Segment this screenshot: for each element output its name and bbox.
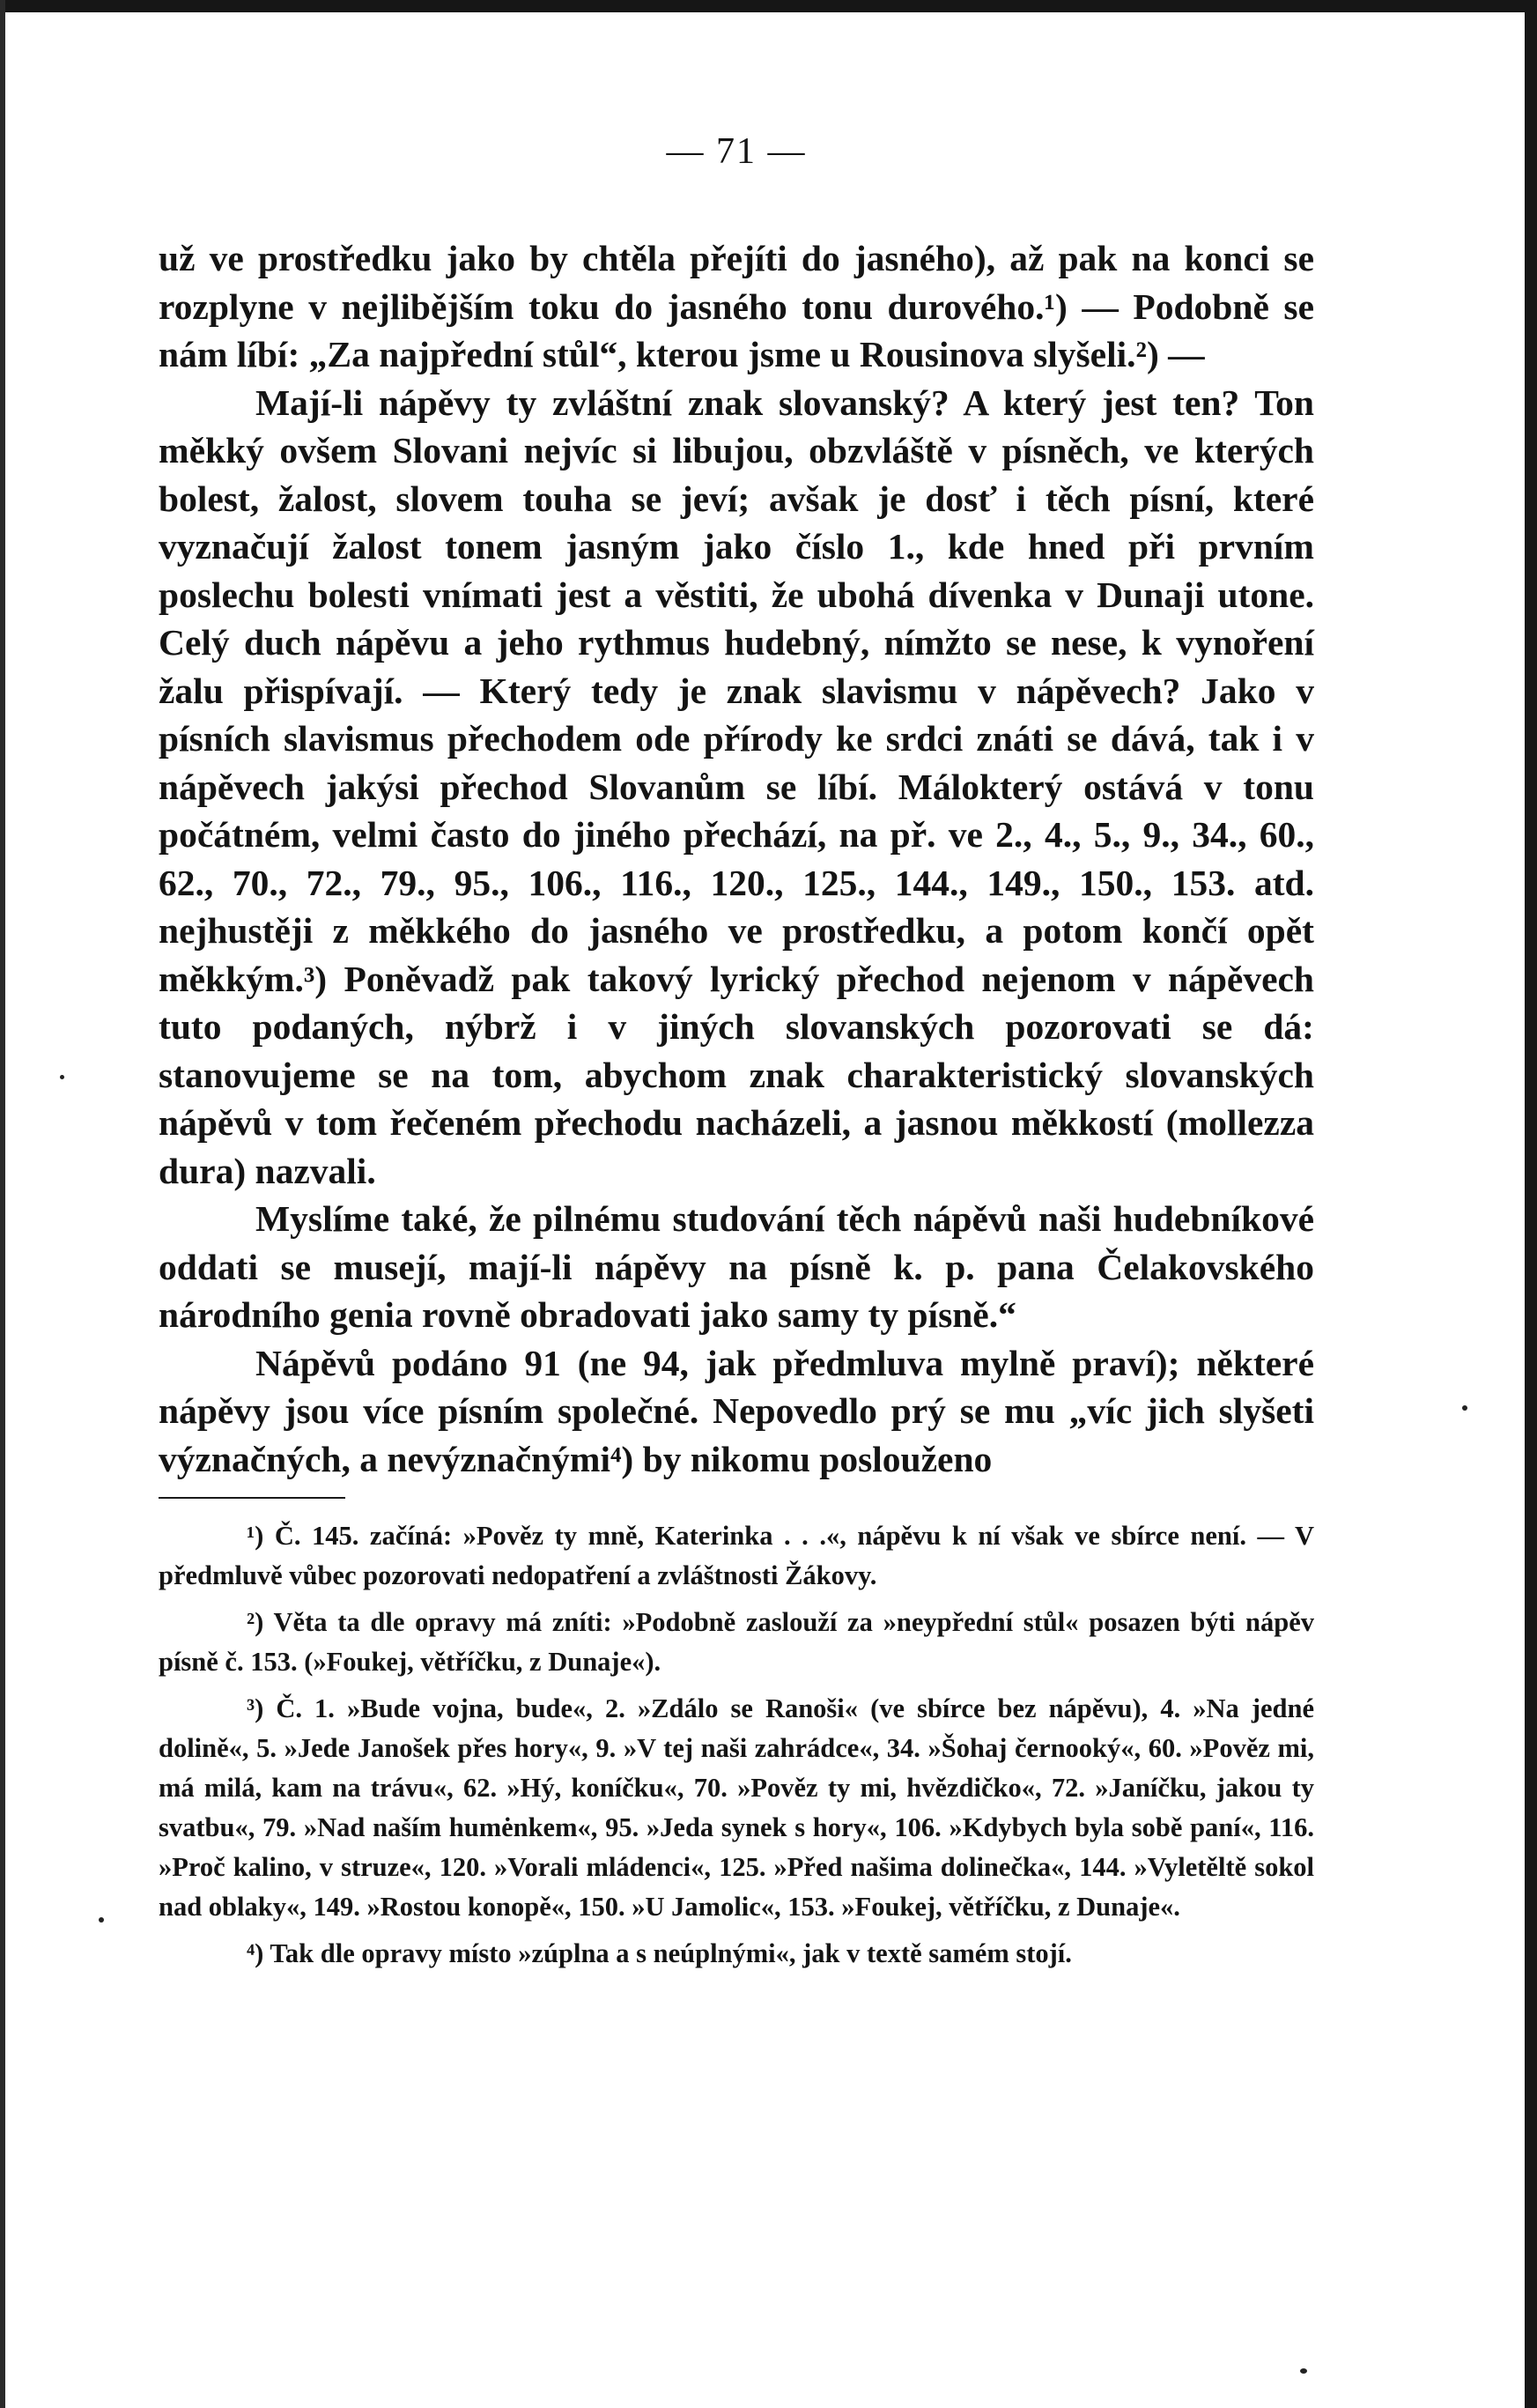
paragraph: Myslíme také, že pilnému studování těch nápěvů naši hudebníkové oddati se musejí, mají-li nápěvy na písně k. p. pana Čelakovského národního genia rovně obradovati jako samy ty písně.“ bbox=[159, 1198, 1314, 1335]
footnote: ⁴) Tak dle opravy místo »zúplna a s neúplnými«, jak v textě samém stojí. bbox=[247, 1938, 1072, 1968]
paragraph: Nápěvů podáno 91 (ne 94, jak předmluva mylně praví); některé nápěvy jsou více písním společné. Nepovedlo prý se mu „víc jich slyšeti význačných, a nevýznačnými⁴) by nikomu poslouženo bbox=[159, 1342, 1314, 1479]
footnote: ³) Č. 1. »Bude vojna, bude«, 2. »Zdálo se Ranoši« (ve sbírce bez nápěvu), 4. »Na jedné dolině«, 5. »Jede Janošek přes hory«, 9. »V tej naši zahrádce«, 34. »Šohaj černooký«, 60. »Pověz mi, má milá, kam na trávu«, 62. »Hý, koníčku«, 70. »Pověz ty mi, hvězdičko«, 72. »Janíčku, jakou ty svatbu«, 79. »Nad naším humėnkem«, 95. »Jeda synek s hory«, 106. »Kdybych byla sobě paní«, 116. »Proč kalino, v struze«, 120. »Vorali mládenci«, 125. »Před našima dolinečka«, 144. »Vyletěltě sokol nad oblaky«, 149. »Rostou konopě«, 150. »U Jamolic«, 153. »Foukej, větříčku, z Dunaje«. bbox=[159, 1693, 1314, 1922]
paragraph: Mají-li nápěvy ty zvláštní znak slovanský? A který jest ten? Ton měkký ovšem Slovani nejvíc si libujou, obzvláště v písněch, ve kterých bolest, žalost, slovem touha se jeví; avšak je dosť i těch písní, které vyznačují žalost tonem jasným jako číslo 1., kde hned při prvním poslechu bolesti vnímati jest a věstiti, že ubohá dívenka v Dunaji utone. Celý duch nápěvu a jeho rythmus hudebný, nímžto se nese, k vynoření žalu přispívají. — Který tedy je znak slavismu v nápěvech? Jako v písních slavismus přechodem ode přírody ke srdci znáti se dává, tak i v nápěvech jakýsi přechod Slovanům se líbí. Málokterý ostává v tonu počátném, velmi často do jiného přechází, na př. ve 2., 4., 5., 9., 34., 60., 62., 70., 72., 79., 95., 106., 116., 120., 125., 144., 149., 150., 153. atd. nejhustěji z měkkého do jasného ve prostředku, a potom končí opět měkkým.³) Poněvadž pak takový lyrický přechod nejenom v nápěvech tuto podaných, nýbrž i v jiných slovanských pozorovati se dá: stanovujeme se na tom, abychom znak charakteristický slovanských nápěvů v tom řečeném přechodu nacházeli, a jasnou měkkostí (mollezza dura) nazvali. bbox=[159, 382, 1314, 1191]
footnote: ¹) Č. 145. začíná: »Pověz ty mně, Katerinka . . .«, nápěvu k ní však ve sbírce není. — V předmluvě vůbec pozorovati nedopatření a zvláštnosti Žákovy. bbox=[159, 1521, 1314, 1590]
scan-speck bbox=[1462, 1405, 1467, 1411]
scan-speck bbox=[60, 1075, 64, 1079]
body-text bbox=[159, 234, 1314, 1483]
page-number: — 71 — bbox=[666, 131, 807, 172]
paragraph: už ve prostředku jako by chtěla přejíti do jasného), až pak na konci se rozplyne v nejlibějším toku do jasného tonu durového.¹) — Podobně se nám líbí: „Za najpřední stůl“, kterou jsme u Rousinova slyšeli.²) — bbox=[159, 238, 1314, 374]
footnote: ²) Věta ta dle opravy má zníti: »Podobně zaslouží za »neypřední stůl« posazen býti nápěv písně č. 153. (»Foukej, větříčku, z Dunaje«). bbox=[159, 1607, 1314, 1677]
scan-speck bbox=[99, 1917, 104, 1923]
scan-edge-right bbox=[1525, 0, 1537, 2408]
footnote-divider bbox=[159, 1497, 345, 1499]
footnotes bbox=[159, 1516, 1314, 1974]
scan-speck bbox=[1300, 2368, 1307, 2374]
book-page bbox=[159, 130, 1314, 1981]
scan-edge-left bbox=[0, 0, 5, 2408]
scan-edge-top bbox=[0, 0, 1537, 12]
